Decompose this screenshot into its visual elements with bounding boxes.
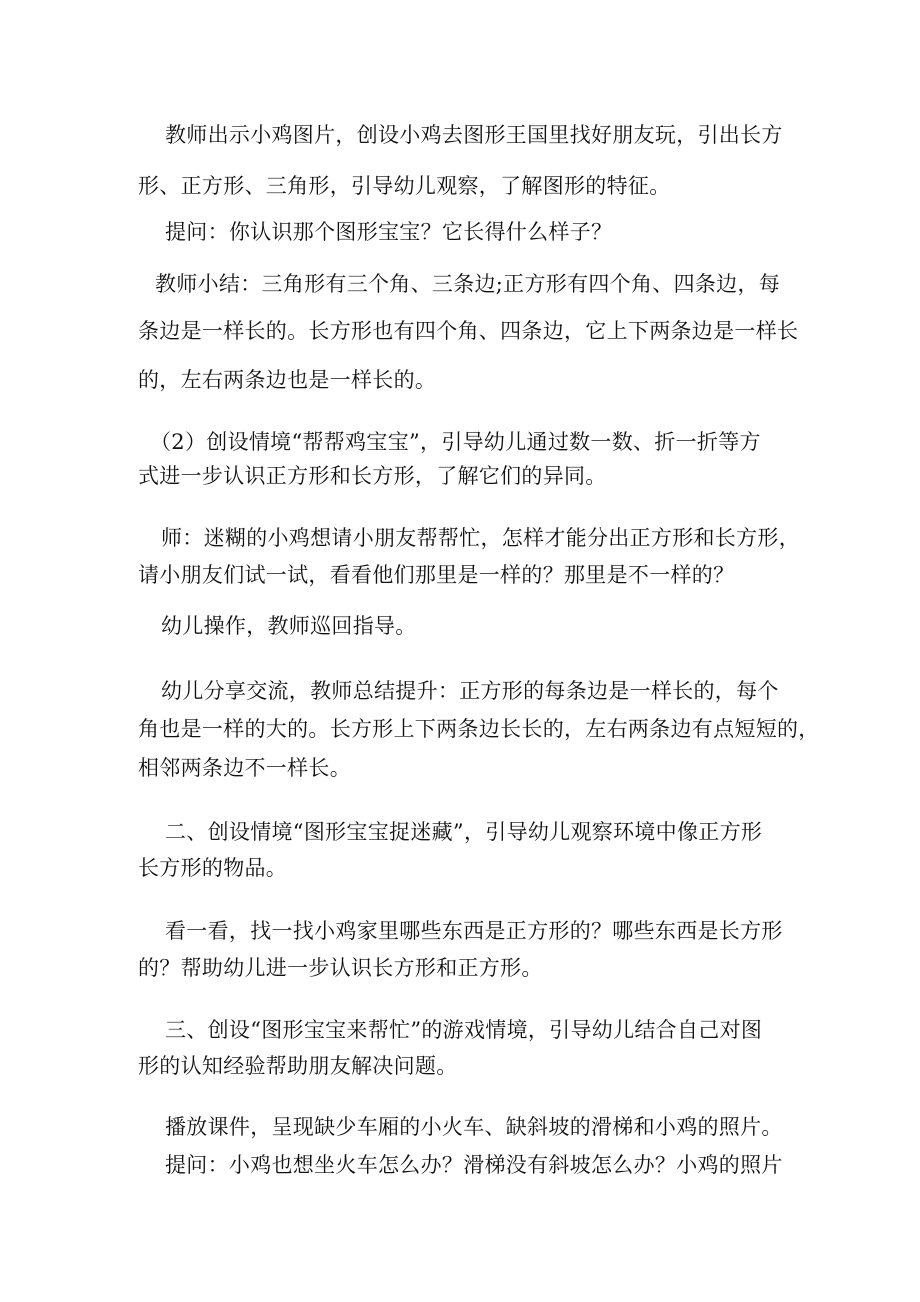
paragraph-line: 教师小结：三角形有三个角、三条边;正方形有四个角、四条边，每 [155,272,781,296]
paragraph-line: 幼儿分享交流，教师总结提升：正方形的每条边是一样长的，每个 [161,679,779,703]
paragraph-line: 角也是一样的大的。长方形上下两条边长长的，左右两条边有点短短的， [138,717,820,741]
paragraph-line: 的？帮助幼儿进一步认识长方形和正方形。 [138,956,543,980]
paragraph-line: 播放课件，呈现缺少车厢的小火车、缺斜坡的滑梯和小鸡的照片。 [165,1115,783,1139]
paragraph-line: （2）创设情境“帮帮鸡宝宝”，引导幼儿通过数一数、折一折等方 [150,430,761,454]
paragraph-line: 形的认知经验帮助朋友解决问题。 [138,1054,458,1078]
paragraph-line: 的，左右两条边也是一样长的。 [138,368,437,392]
paragraph-line: 师：迷糊的小鸡想请小朋友帮帮忙，怎样才能分出正方形和长方形， [161,526,800,550]
paragraph-line: 三、创设“图形宝宝来帮忙”的游戏情境，引导幼儿结合自己对图 [165,1018,763,1042]
paragraph-line: 式进一步认识正方形和长方形，了解它们的异同。 [138,464,607,488]
paragraph-line: 请小朋友们试一试，看看他们那里是一样的？那里是不一样的？ [138,563,735,587]
paragraph-line: 教师出示小鸡图片，创设小鸡去图形王国里找好朋友玩，引出长方 [165,123,783,147]
paragraph-line: 提问：你认识那个图形宝宝？它长得什么样子？ [165,220,613,244]
paragraph-line: 幼儿操作，教师巡回指导。 [161,614,417,638]
paragraph-line: 相邻两条边不一样长。 [138,756,351,780]
paragraph-line: 条边是一样长的。长方形也有四个角、四条边，它上下两条边是一样长 [138,319,799,343]
paragraph-line: 二、创设情境“图形宝宝捉迷藏”，引导幼儿观察环境中像正方形 [165,820,763,844]
paragraph-line: 提问：小鸡也想坐火车怎么办？滑梯没有斜坡怎么办？小鸡的照片 [165,1153,783,1177]
paragraph-line: 看一看，找一找小鸡家里哪些东西是正方形的？哪些东西是长方形 [165,919,783,943]
paragraph-line: 形、正方形、三角形，引导幼儿观察，了解图形的特征。 [138,174,671,198]
paragraph-line: 长方形的物品。 [138,856,288,880]
